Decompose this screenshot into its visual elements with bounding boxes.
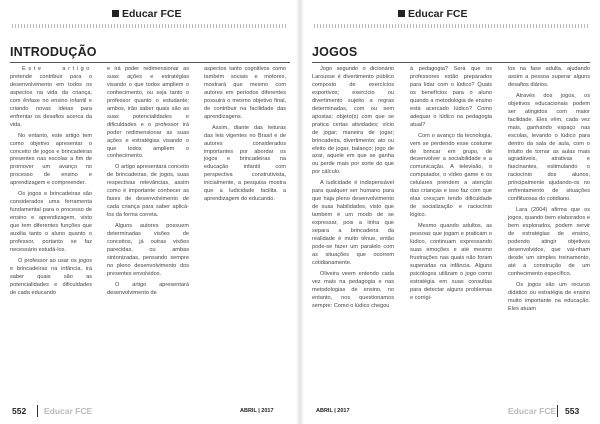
footer-brand: Educar FCE xyxy=(508,406,557,416)
paragraph: e irá poder redimensionar as suas ações e estratégias visando o que todos ampliem o conhecimento, ou seja tanto o professor quanto o estudante; ambos, irão saber quais são as suas potencialidades e dificuldades e o professor irá poder redimensionar as suas ações e estratégias visando o que todos ampliem o conhecimento. xyxy=(107,66,189,160)
section-title: JOGOS xyxy=(312,45,358,59)
text-column-3 xyxy=(508,66,590,368)
section-rule xyxy=(312,62,590,63)
text-column-3 xyxy=(204,66,286,368)
footer-separator xyxy=(37,405,38,417)
paragraph: Alguns autores possuem determinadas visões de conceitos, já outras visões parecidas, ou ambas sintonizadas, pensando sempre no pleno desenvolvimento dos presentes envolvidos. xyxy=(107,223,189,277)
section-title: INTRODUÇÃO xyxy=(10,45,97,59)
text-column-2 xyxy=(107,66,189,368)
square-bullet-icon xyxy=(398,10,405,17)
paragraph: O artigo apresentará conceito de brincadeiras, de jogos, suas respectivas relevâncias, assim como é importante conhecer as fases de desenvolvimento de cada criança para saber aplicá-los da forma correta. xyxy=(107,164,189,219)
paragraph: Este artigo pretende contribuir para o desenvolvimento em todos os aspectos na vida da criança, com ênfase no ensino infantil e criando novas ideias para enfrentar os desafios acerca da vida. xyxy=(10,66,92,128)
paragraph: A ludicidade é indispensável para qualquer ser humano para que haja pleno desenvolvimento de suas habilidades, visto que também é um modo de se expressar, pois a linha que separa a brincadeira da realidade é muito tênue, então pode-se fazer um paralelo com as situações que ocorrem cotidianamente. xyxy=(312,180,394,266)
paragraph: Os jogos e brincadeiras são considerados uma ferramenta fundamental para o processo de ensino e aprendizagem, visto que tem diferentes funções que auxilia tanto o aluno quanto o professor, portanto se faz necessário estudá-los. xyxy=(10,191,92,253)
page-number: 552 xyxy=(12,406,27,416)
paragraph: aspectos tanto cognitivos como também sociais e motores, mostrará que mesmo com autores em períodos diferentes possuirá o mesmo objetivo final, de contribuir na facilidade das aprendizagens. xyxy=(204,66,286,120)
footer-separator xyxy=(557,405,558,417)
page-number: 553 xyxy=(565,406,580,416)
paragraph: O professor ao usar os jogos e brincadeiras na infância, irá saber quais são as potencialidades e dificuldades de cada educando xyxy=(10,257,92,296)
paragraph: Com o avanço da tecnologia, vem se perdendo esse costume de brincar em grupo, de desenvolver a sociabilidade e a comunicação. A televisão, o computador, o vídeo game e os celulares prendem a atenção das crianças e isso faz com que elas cresçam tendo dificuldade de socialização e raciocínio lógico. xyxy=(410,132,492,219)
paragraph: Lara (2004) afirma que os jogos, quando bem elaborados e bem explorados, podem servir de estratégias de ensino, podendo atingir objetivos desenvolvidos, que vai-nham desde um simples treinamento, até a construção de um conhecimento específico. xyxy=(508,207,590,277)
header-brand: Educar FCE xyxy=(112,8,182,20)
section-rule xyxy=(10,62,290,63)
header-brand: Educar FCE xyxy=(398,8,468,20)
paragraph: Os jogos são um recurso didático ou estratégia de ensino muito importante na educação. Eles atuam xyxy=(508,281,590,312)
text-column-2 xyxy=(410,66,492,368)
right-page xyxy=(300,0,600,424)
square-bullet-icon xyxy=(112,10,119,17)
paragraph: O artigo apresentará desenvolvimento de xyxy=(107,281,189,296)
header-dashed-rule xyxy=(12,24,288,28)
text-column-1 xyxy=(10,66,92,368)
paragraph: Oliveira veem entendo cada vez mais na pedagogia e nas metodologias de ensino, no entanto, nos questionamos sempre: Como o lúdico chegou xyxy=(312,270,394,309)
paragraph: Jogo segundo o dicionário Larousse é divertimento público composto de exercícios esportivos; exercício ou divertimento sujeito a regras determinadas, com ou sem apostas; objeto(s) com que se pratica certas atividades; vício de jogar; maneira de jogar; brincadeira, divertimento; ato ou efeito de jogar, balanço; jogo de azar, aquele em que se ganha ou perde mais por sorte do que por cálculo. xyxy=(312,66,394,176)
lead-first-words: Este artigo xyxy=(22,66,92,72)
header-dashed-rule xyxy=(314,24,590,28)
paragraph: Mesmo quando adultos, as pessoas que jogam e praticam o lúdico, continuam expressando suas emoções e até mesmo frustrações nas quais não foram superadas na infância. Alguns psicólogos utilizam o jogo como estratégia em suas consultas para detectar alguns problemas e corrigi- xyxy=(410,223,492,301)
paragraph: à pedagogia? Será que os professores estão preparados para lidar com o lúdico? Quais os benefícios para o aluno quando a metodologia de ensino está acercado lúdico? Como adequar o lúdico na pedagogia atual? xyxy=(410,66,492,128)
paragraph: Assim, diante das leituras das leis vigentes no Brasil e de autores considerados importantes por abordar os jogos e brincadeiras na educação infantil com perspectiva construtivista, inicialmente, a pesquisa mostra que a ludicidade facilita a aprendizagem do educando. xyxy=(204,124,286,203)
text-column-1 xyxy=(312,66,394,368)
paragraph: los na fase adulta, ajudando assim a pessoa superar alguns desafios diários. xyxy=(508,66,590,88)
paragraph: Através dos jogos, os objetivos educacionais podem ser atingidos com maior facilidade. Eles vêm, cada vez mais, ganhando espaço nas escolas, levando o lúdico para dentro da sala de aula, com o intuito de tornar as aulas mais agradáveis, atrativas e fascinantes, estimulando o raciocínio dos alunos, principalmente ajudando-os no enfrentamento de situações conflituosas do cotidiano. xyxy=(508,92,590,203)
footer-date: ABRIL | 2017 xyxy=(240,408,274,414)
paragraph: No entanto, este artigo tem como objetivo apresentar o conceito de jogos e brincadeiras presentes nas escolas a fim de promover um avanço no processo de ensino e aprendizagem e compreender. xyxy=(10,132,92,187)
footer-brand: Educar FCE xyxy=(44,406,93,416)
footer-date: ABRIL | 2017 xyxy=(316,408,350,414)
